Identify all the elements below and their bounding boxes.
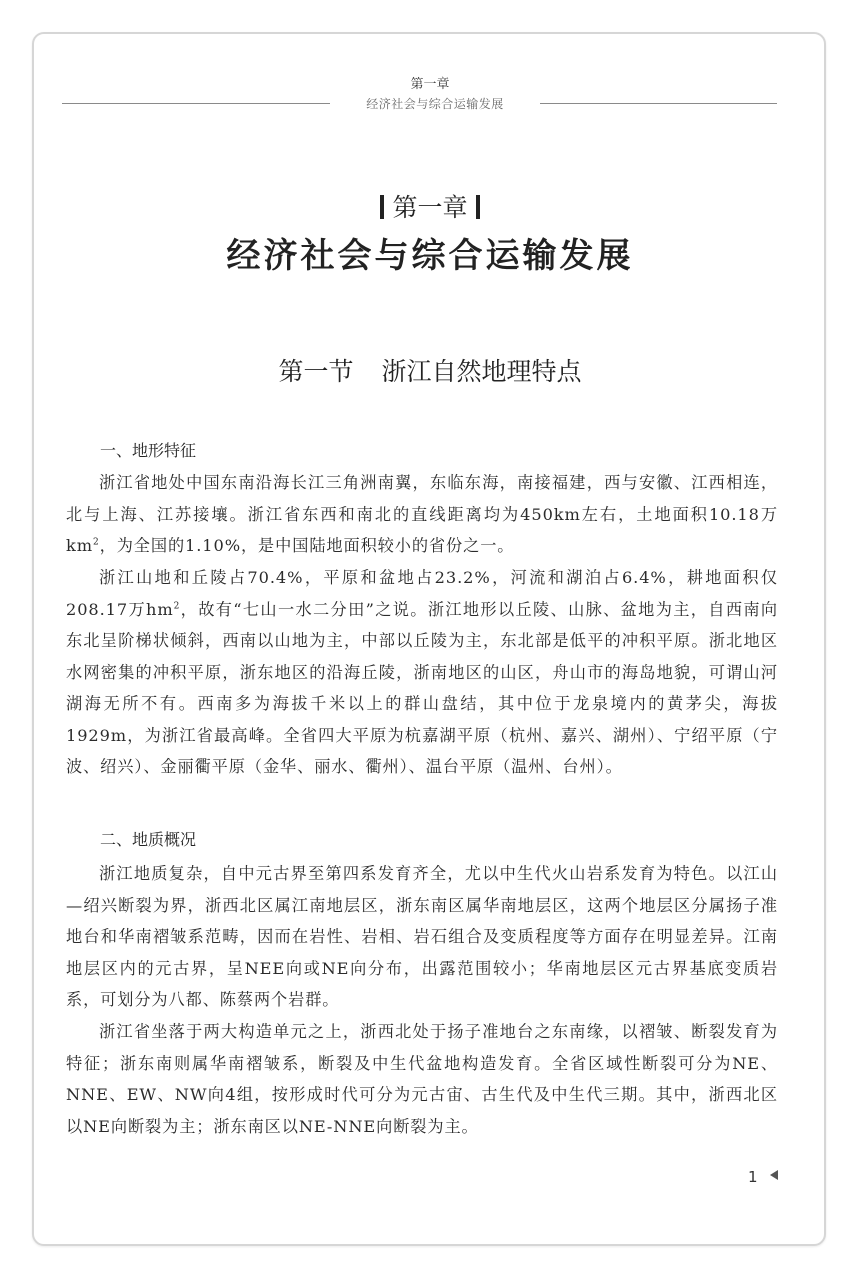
paragraph-terrain-1 <box>66 467 778 562</box>
chapter-title: 经济社会与综合运输发展 <box>226 236 634 276</box>
section-title <box>0 352 860 388</box>
paragraph-text: 浙江山地和丘陵占70.4%，平原和盆地占23.2%，河流和湖泊占6.4%，耕地面积仅208.17万hm <box>66 568 778 619</box>
subsection-heading-geology: 二、地质概况 <box>100 830 197 849</box>
page-number: 1 <box>748 1168 758 1186</box>
paragraph-geology-1: 浙江地质复杂，自中元古界至第四系发育齐全，尤以中生代火山岩系发育为特色。以江山—绍兴断裂为界，浙西北区属江南地层区，浙东南区属华南地层区，这两个地层区分属扬子准地台和华南褶皱系范畴，因而在岩性、岩相、岩石组合及变质程度等方面存在明显差异。江南地层区内的元古界，呈NEE向或NE向分布，出露范围较小；华南地层区元古界基底变质岩系，可划分为八都、陈蔡两个岩群。 <box>66 864 778 1009</box>
subsection-heading-terrain: 一、地形特征 <box>100 441 197 460</box>
paragraph-terrain-2 <box>66 562 778 783</box>
bar-ornament-left <box>380 195 384 219</box>
paragraph-text: ，故有“七山一水二分田”之说。浙江地形以丘陵、山脉、盆地为主，自西南向东北呈阶梯状倾斜，西南以山地为主，中部以丘陵为主，东北部是低平的冲积平原。浙北地区水网密集的冲积平原，浙东地区的沿海丘陵，浙南地区的山区，舟山市的海岛地貌，可谓山河湖海无所不有。西南多为海拔千米以上的群山盘结，其中位于龙泉境内的黄茅尖，海拔1929m，为浙江省最高峰。全省四大平原为杭嘉湖平原（杭州、嘉兴、湖州）、宁绍平原（宁波、绍兴）、金丽衢平原（金华、丽水、衢州）、温台平原（温州、台州）。 <box>66 599 778 776</box>
section-name: 浙江自然地理特点 <box>381 357 582 386</box>
section-number: 第一节 <box>278 357 354 386</box>
paragraph-geology-2: 浙江省坐落于两大构造单元之上，浙西北处于扬子准地台之东南缘，以褶皱、断裂发育为特征；浙东南则属华南褶皱系，断裂及中生代盆地构造发育。全省区域性断裂可分为NE、NNE、EW、NW向4组，按形成时代可分为元古宙、古生代及中生代三期。其中，浙西北区以NE向断裂为主；浙东南区以NE-NNE向断裂为主。 <box>66 1022 778 1136</box>
left-triangle-icon <box>770 1170 778 1180</box>
paragraph-text: 浙江省地处中国东南沿海长江三角洲南翼，东临东海，南接福建，西与安徽、江西相连，北与上海、江苏接壤。浙江省东西和南北的直线距离均为450km左右，土地面积10.18万km <box>66 473 778 555</box>
running-head-rule-left <box>62 103 330 104</box>
running-head-title: 经济社会与综合运输发展 <box>366 97 504 111</box>
superscript: 2 <box>92 537 100 548</box>
paragraph-text: ，为全国的1.10%，是中国陆地面积较小的省份之一。 <box>99 536 515 555</box>
chapter-label <box>0 188 860 224</box>
bar-ornament-right <box>476 195 480 219</box>
running-head-rule-right <box>540 103 777 104</box>
chapter-label-text: 第一章 <box>392 193 468 222</box>
running-head-chapter: 第一章 <box>410 77 450 92</box>
superscript: 2 <box>173 601 181 612</box>
